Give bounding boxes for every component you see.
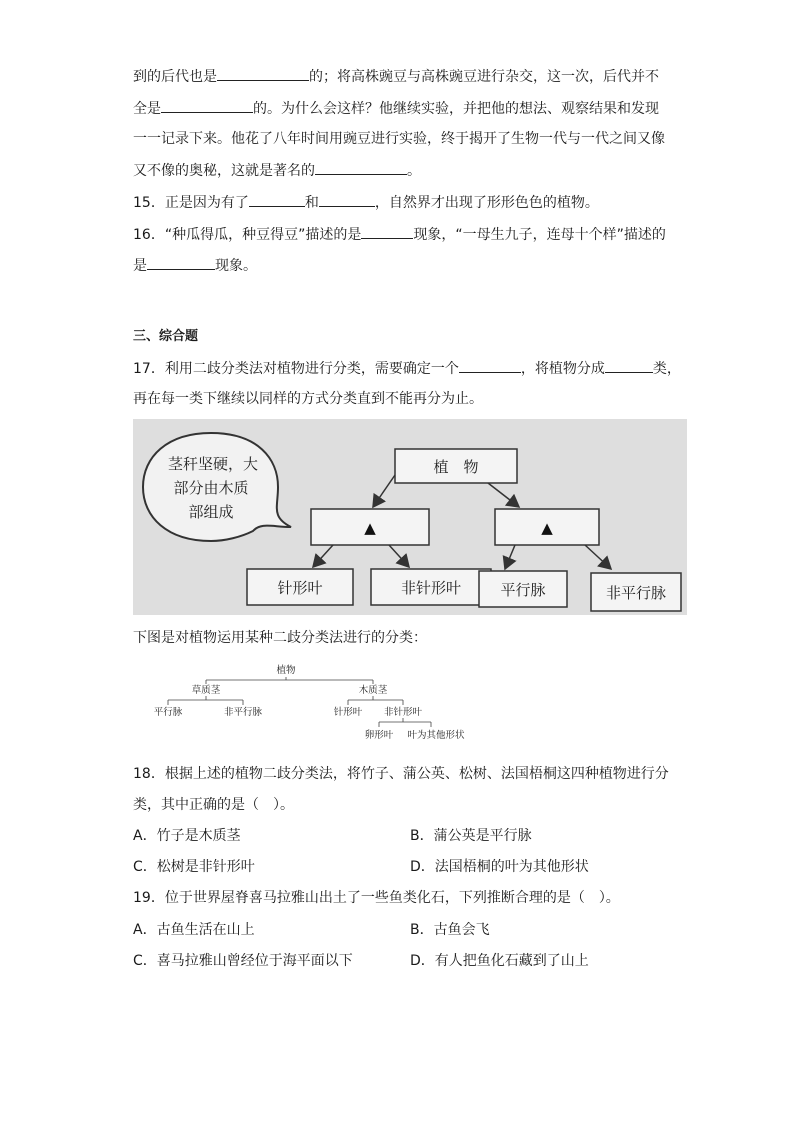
photo-diagram <box>133 419 687 615</box>
question-18-line-1: 18．根据上述的植物二歧分类法，将竹子、蒲公英、松树、法国梧桐这四种植物进行分 <box>133 766 669 782</box>
bubble-line-2: 部分由木质 <box>173 479 249 497</box>
answer-blank[interactable] <box>459 358 521 373</box>
section-heading: 三、综合题 <box>133 329 199 344</box>
q15-text: ，自然界才出现了形形色色的植物。 <box>374 195 599 211</box>
q18-option-a[interactable]: A．竹子是木质茎 <box>133 828 241 844</box>
q14-text: 的。为什么会这样？他继续实验，并把他的想法、观察结果和发现 <box>253 101 659 117</box>
answer-blank[interactable] <box>605 358 653 373</box>
tree-leaf-nonparallel: 非平行脉 <box>223 707 263 718</box>
q16-text: 现象，“一母生九子，连母十个样”描述的 <box>413 227 666 243</box>
q14-text: 。 <box>407 163 421 179</box>
q17-text: ，将植物分成 <box>520 361 605 377</box>
q16-text: 16．“种瓜得瓜，种豆得豆”描述的是 <box>133 227 362 243</box>
root-label: 植 物 <box>433 458 479 476</box>
q18-option-b[interactable]: B．蒲公英是平行脉 <box>410 828 532 844</box>
tree-root: 植物 <box>276 665 296 676</box>
q17-text: 类， <box>652 361 681 377</box>
tree-intro: 下图是对植物运用某种二歧分类法进行的分类： <box>133 630 427 646</box>
leaf-label: 非平行脉 <box>605 584 667 602</box>
q19-option-c[interactable]: C．喜马拉雅山曾经位于海平面以下 <box>133 953 353 969</box>
q18-option-d[interactable]: D．法国梧桐的叶为其他形状 <box>410 859 589 875</box>
arrow <box>389 545 409 567</box>
classification-photo <box>133 419 687 615</box>
q14-line-2 <box>133 98 659 119</box>
q15-text: 和 <box>304 195 319 211</box>
q14-text: 到的后代也是 <box>133 69 217 85</box>
answer-blank[interactable] <box>147 255 215 270</box>
tree-leaf-other: 叶为其他形状 <box>407 730 465 741</box>
q14-text: 又不像的奥秘，这就是著名的 <box>133 163 315 179</box>
bubble-line-1: 茎秆坚硬，大 <box>167 455 259 473</box>
q19-option-a[interactable]: A．古鱼生活在山上 <box>133 922 255 938</box>
q16-text: 是 <box>133 258 147 274</box>
triangle-marker: ▲ <box>541 519 553 537</box>
answer-blank[interactable] <box>361 224 413 239</box>
answer-blank[interactable] <box>315 160 407 175</box>
q19-option-d[interactable]: D．有人把鱼化石藏到了山上 <box>410 953 589 969</box>
leaf-label: 针形叶 <box>277 579 323 597</box>
q19-option-b[interactable]: B．古鱼会飞 <box>410 922 490 938</box>
answer-blank[interactable] <box>319 192 375 207</box>
arrow <box>488 483 519 507</box>
q14-text: 全是 <box>133 101 161 117</box>
tree-node-herb: 草质茎 <box>191 685 221 696</box>
leaf-label: 非针形叶 <box>400 579 462 597</box>
question-16-line-1 <box>133 224 666 245</box>
arrow <box>373 475 395 507</box>
tree-node-wood: 木质茎 <box>358 685 388 696</box>
tree-leaf-needle: 针形叶 <box>333 707 363 718</box>
dichotomous-key <box>133 660 483 750</box>
q16-text: 现象。 <box>215 258 257 274</box>
q14-text: 的；将高株豌豆与高株豌豆进行杂交，这一次，后代并不 <box>309 69 659 85</box>
q17-text: 17．利用二歧分类法对植物进行分类，需要确定一个 <box>133 361 459 377</box>
bubble-line-3: 部组成 <box>188 503 234 521</box>
question-16-line-2 <box>133 255 257 276</box>
question-15 <box>133 192 599 213</box>
q14-line-4 <box>133 160 421 181</box>
question-17-line-2: 再在每一类下继续以同样的方式分类直到不能再分为止。 <box>133 391 483 407</box>
question-18-line-2: 类，其中正确的是（ ）。 <box>133 797 294 813</box>
question-17-line-1 <box>133 358 681 379</box>
triangle-marker: ▲ <box>364 519 376 537</box>
tree-leaf-ovate: 卵形叶 <box>364 730 394 741</box>
tree-node-nonneedle: 非针形叶 <box>383 707 423 718</box>
speech-bubble <box>143 433 291 541</box>
key-tree <box>133 660 483 750</box>
question-19-line-1: 19．位于世界屋脊喜马拉雅山出土了一些鱼类化石，下列推断合理的是（ ）。 <box>133 890 620 906</box>
q14-line-3: 一一记录下来。他花了八年时间用豌豆进行实验，终于揭开了生物一代与一代之间又像 <box>133 131 665 147</box>
answer-blank[interactable] <box>161 98 253 113</box>
leaf-label: 平行脉 <box>500 581 546 599</box>
arrow <box>505 545 515 569</box>
q15-text: 15．正是因为有了 <box>133 195 249 211</box>
answer-blank[interactable] <box>217 66 309 81</box>
arrow <box>585 545 611 569</box>
answer-blank[interactable] <box>249 192 305 207</box>
q18-option-c[interactable]: C．松树是非针形叶 <box>133 859 255 875</box>
arrow <box>313 545 333 567</box>
q14-line-1 <box>133 66 659 87</box>
tree-leaf-parallel: 平行脉 <box>153 707 183 718</box>
